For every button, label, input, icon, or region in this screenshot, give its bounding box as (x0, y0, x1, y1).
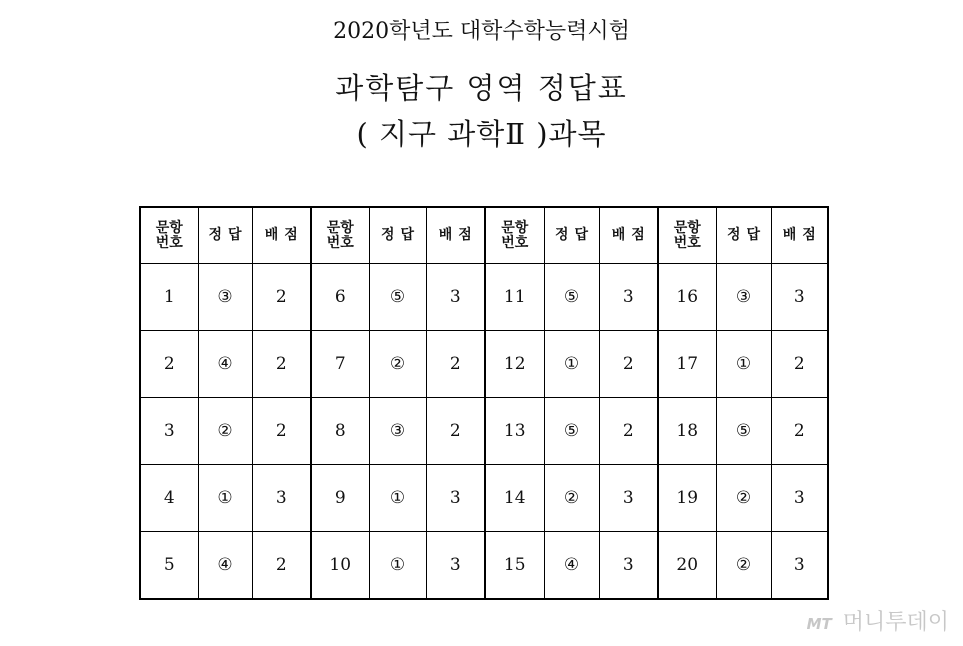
answer-cell: ② (544, 465, 599, 532)
answer-cell: ⑤ (544, 264, 599, 331)
answer-cell: ② (716, 532, 771, 600)
table-row (140, 331, 828, 398)
score-cell: 3 (426, 264, 485, 331)
question-number: 5 (140, 532, 198, 600)
answer-cell: ① (369, 465, 426, 532)
score-header: 배점 (599, 207, 658, 264)
question-number: 18 (658, 398, 716, 465)
score-cell: 3 (426, 532, 485, 600)
score-header: 배점 (252, 207, 311, 264)
subject-title: ( 지구 과학Ⅱ )과목 (356, 117, 607, 151)
question-number: 9 (311, 465, 369, 532)
answer-cell: ⑤ (716, 398, 771, 465)
table-row (140, 398, 828, 465)
score-cell: 2 (252, 331, 311, 398)
answer-cell: ② (198, 398, 252, 465)
exam-subtitle: 2020학년도 대학수학능력시험 (333, 19, 630, 44)
question-number: 8 (311, 398, 369, 465)
answer-cell: ④ (198, 331, 252, 398)
score-cell: 2 (771, 331, 828, 398)
table-row (140, 465, 828, 532)
answer-header: 정답 (369, 207, 426, 264)
question-number: 6 (311, 264, 369, 331)
page-title: 과학탐구 영역 정답표 (335, 71, 628, 105)
score-cell: 3 (771, 264, 828, 331)
answer-cell: ① (369, 532, 426, 600)
score-cell: 2 (252, 532, 311, 600)
score-cell: 2 (252, 264, 311, 331)
answer-cell: ① (716, 331, 771, 398)
answer-cell: ① (544, 331, 599, 398)
question-number: 12 (485, 331, 544, 398)
question-number: 19 (658, 465, 716, 532)
question-number: 4 (140, 465, 198, 532)
question-number: 7 (311, 331, 369, 398)
answer-cell: ① (198, 465, 252, 532)
question-number: 2 (140, 331, 198, 398)
table-row (140, 532, 828, 600)
answer-header: 정답 (544, 207, 599, 264)
question-number: 20 (658, 532, 716, 600)
score-cell: 3 (771, 532, 828, 600)
watermark-logo: MT (806, 615, 832, 633)
answer-cell: ③ (198, 264, 252, 331)
score-cell: 2 (599, 398, 658, 465)
answer-cell: ⑤ (544, 398, 599, 465)
watermark-name: 머니투데이 (842, 610, 949, 635)
number-header: 문항 번호 (485, 207, 544, 264)
question-number: 17 (658, 331, 716, 398)
answer-cell: ③ (369, 398, 426, 465)
score-cell: 3 (426, 465, 485, 532)
score-header: 배점 (771, 207, 828, 264)
score-cell: 3 (599, 532, 658, 600)
answer-header: 정답 (198, 207, 252, 264)
score-cell: 3 (771, 465, 828, 532)
answer-cell: ④ (544, 532, 599, 600)
score-cell: 3 (252, 465, 311, 532)
number-header: 문항 번호 (311, 207, 369, 264)
question-number: 13 (485, 398, 544, 465)
score-cell: 2 (252, 398, 311, 465)
question-number: 11 (485, 264, 544, 331)
table-header-row (140, 207, 828, 264)
answer-cell: ② (369, 331, 426, 398)
number-header: 문항 번호 (140, 207, 198, 264)
score-cell: 3 (599, 465, 658, 532)
question-number: 10 (311, 532, 369, 600)
question-number: 14 (485, 465, 544, 532)
answer-cell: ② (716, 465, 771, 532)
question-number: 15 (485, 532, 544, 600)
score-cell: 2 (426, 398, 485, 465)
score-cell: 2 (771, 398, 828, 465)
answer-key-table (139, 206, 829, 600)
score-cell: 2 (426, 331, 485, 398)
number-header: 문항 번호 (658, 207, 716, 264)
score-cell: 2 (599, 331, 658, 398)
score-header: 배점 (426, 207, 485, 264)
question-number: 3 (140, 398, 198, 465)
question-number: 16 (658, 264, 716, 331)
answer-cell: ⑤ (369, 264, 426, 331)
answer-cell: ③ (716, 264, 771, 331)
answer-header: 정답 (716, 207, 771, 264)
answer-cell: ④ (198, 532, 252, 600)
table-row (140, 264, 828, 331)
watermark (807, 605, 949, 636)
score-cell: 3 (599, 264, 658, 331)
question-number: 1 (140, 264, 198, 331)
